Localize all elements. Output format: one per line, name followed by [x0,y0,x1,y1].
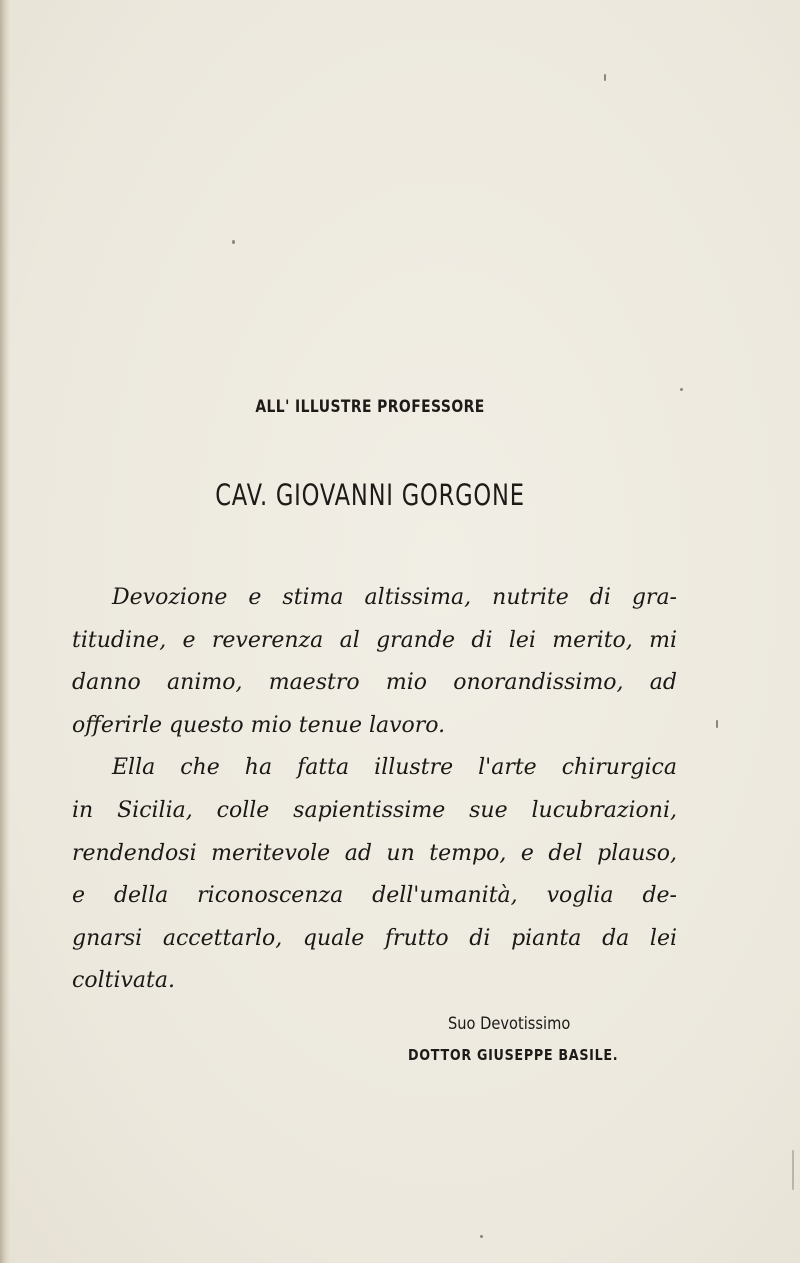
paper-speck [680,388,683,391]
body-line: gnarsi accettarlo, quale frutto di pianta da lei [72,925,677,951]
body-line: in Sicilia, colle sapientissime sue lucubrazioni, [72,797,677,823]
body-line: coltivata. [72,968,175,994]
dedication-to-line: ALL' ILLUSTRE PROFESSORE [255,397,485,417]
dedication-body [72,577,677,1003]
body-line: e della riconoscenza dell'umanità, voglia de- [72,883,677,909]
paper-speck [232,240,235,244]
body-line: Ella che ha fatta illustre l'arte chirurgica [112,755,677,781]
paper-speck [480,1235,483,1238]
paper-speck [604,74,606,81]
body-line: rendendosi meritevole ad un tempo, e del plauso, [72,840,677,866]
show-through-bleed [275,440,290,480]
signature-line: DOTTOR GIUSEPPE BASILE. [408,1046,619,1064]
body-line: Devozione e stima altissima, nutrite di gra- [112,585,677,610]
body-line: danno animo, maestro mio onorandissimo, ad [72,670,677,696]
dedicatee-name: CAV. GIOVANNI GORGONE [215,478,525,512]
body-line: titudine, e reverenza al grande di lei merito, mi [72,627,677,653]
paper-speck [716,720,718,728]
body-line: offerirle questo mio tenue lavoro. [72,712,446,738]
page-gutter-shadow [0,0,10,1263]
closing-salutation: Suo Devotissimo [448,1014,571,1034]
paper-speck [792,1150,794,1190]
